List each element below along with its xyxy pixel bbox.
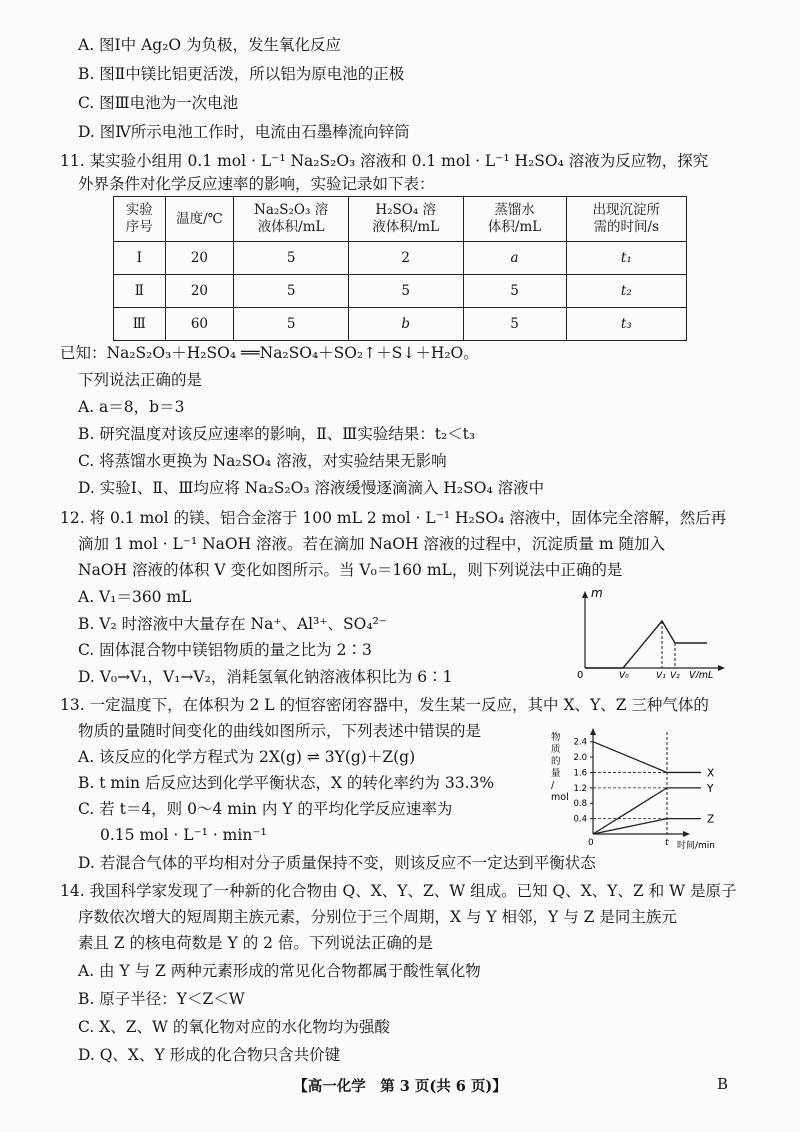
table-cell: Ⅲ — [114, 308, 166, 341]
precipitate-curve — [585, 621, 707, 668]
svg-text:物: 物 — [551, 732, 561, 743]
q12-graph-x-label: V/mL — [689, 670, 714, 678]
q14-option-d: D. Q、X、Y 形成的化合物只含共价键 — [78, 1046, 341, 1064]
q10-option-a: A. 图Ⅰ中 Ag₂O 为负极，发生氧化反应 — [78, 36, 342, 54]
table-cell: 5 — [463, 275, 566, 308]
q11-option-c: C. 将蒸馏水更换为 Na₂SO₄ 溶液，对实验结果无影响 — [78, 452, 447, 470]
series-label-z: Z — [707, 813, 715, 826]
q12-stem-line-3: NaOH 溶液的体积 V 变化如图所示。当 V₀＝160 mL，则下列说法中正确的是 — [78, 561, 623, 579]
q12-option-c: C. 固体混合物中镁铝物质的量之比为 2∶3 — [78, 641, 372, 659]
svg-text:的: 的 — [551, 756, 561, 767]
q13-option-c: C. 若 t＝4，则 0～4 min 内 Y 的平均化学反应速率为 — [78, 800, 453, 818]
svg-text:质: 质 — [551, 744, 561, 755]
q10-option-c: C. 图Ⅲ电池为一次电池 — [78, 94, 239, 112]
q10-option-b: B. 图Ⅱ中镁比铝更活泼，所以铝为原电池的正极 — [78, 65, 405, 83]
table-cell: 20 — [165, 275, 234, 308]
page-footer: 【高一化学 第 3 页(共 6 页)】 — [293, 1078, 507, 1095]
q14-stem-line-3: 素且 Z 的核电荷数是 Y 的 2 倍。下列说法正确的是 — [78, 934, 433, 952]
table-cell: 5 — [348, 275, 463, 308]
table-cell: t₃ — [566, 308, 686, 341]
q13-chart-x-label: 时间/min — [677, 841, 716, 851]
q13-chart-tick-t: t — [665, 838, 669, 848]
table-row — [114, 275, 687, 308]
q13-stem-line-1: 13. 一定温度下，在体积为 2 L 的恒容密闭容器中，发生某一反应，其中 X、Y、Z 三种气体的 — [60, 696, 709, 714]
table-cell: 5 — [234, 308, 349, 341]
y-tick-label: 2.0 — [573, 753, 587, 764]
q11-option-b: B. 研究温度对该反应速率的影响，Ⅱ、Ⅲ实验结果：t₂＜t₃ — [78, 425, 476, 443]
table-cell: t₂ — [566, 275, 686, 308]
table-cell: a — [463, 242, 566, 275]
q12-graph-y-label: m — [591, 586, 603, 600]
q12-precipitate-graph — [565, 583, 730, 678]
q13-option-a: A. 该反应的化学方程式为 2X(g) ⇌ 3Y(g)＋Z(g) — [78, 748, 416, 766]
series-label-y: Y — [707, 782, 714, 795]
q10-option-d: D. 图Ⅳ所示电池工作时，电流由石墨棒流向锌筒 — [78, 123, 410, 141]
table-cell: b — [348, 308, 463, 341]
table-header-row — [114, 197, 687, 242]
series-line-x — [593, 742, 701, 773]
experiment-table — [113, 196, 687, 341]
y-tick-label: 0.8 — [573, 799, 587, 810]
q14-option-b: B. 原子半径：Y＜Z＜W — [78, 990, 245, 1008]
y-tick-label: 1.6 — [573, 768, 587, 779]
q12-graph-tick-v2: V₂ — [670, 671, 680, 678]
table-row — [114, 242, 687, 275]
q11-option-d: D. 实验Ⅰ、Ⅱ、Ⅲ均应将 Na₂S₂O₃ 溶液缓慢逐滴滴入 H₂SO₄ 溶液中 — [78, 479, 545, 497]
table-cell: 5 — [463, 308, 566, 341]
q11-stem-line-2: 外界条件对化学反应速率的影响，实验记录如下表： — [78, 175, 435, 193]
q12-option-d: D. V₀→V₁，V₁→V₂，消耗氢氧化钠溶液体积比为 6∶1 — [78, 668, 453, 686]
table-row — [114, 308, 687, 341]
y-tick-label: 1.2 — [573, 783, 587, 794]
table-header-cell: 温度/℃ — [165, 197, 234, 242]
q13-option-b: B. t min 后反应达到化学平衡状态，X 的转化率约为 33.3% — [78, 774, 495, 792]
table-header-cell: Na₂S₂O₃ 溶 液体积/mL — [234, 197, 349, 242]
table-cell: Ⅰ — [114, 242, 166, 275]
q11-known-equation: 已知：Na₂S₂O₃＋H₂SO₄ ══Na₂SO₄＋SO₂↑＋S↓＋H₂O。 — [60, 344, 479, 362]
table-header-cell: 出现沉淀所 需的时间/s — [566, 197, 686, 242]
q14-option-a: A. 由 Y 与 Z 两种元素形成的常见化合物都属于酸性氧化物 — [78, 962, 481, 980]
table-cell: 60 — [165, 308, 234, 341]
paper-code: B — [717, 1075, 729, 1093]
q11-stem-line-1: 11. 某实验小组用 0.1 mol · L⁻¹ Na₂S₂O₃ 溶液和 0.1 mol · L⁻¹ H₂SO₄ 溶液为反应物，探究 — [60, 152, 709, 170]
series-label-x: X — [707, 767, 715, 780]
y-tick-label: 0.4 — [573, 814, 587, 825]
q12-option-a: A. V₁＝360 mL — [78, 588, 192, 606]
table-header-cell: 实验 序号 — [114, 197, 166, 242]
y-tick-label: 2.4 — [573, 737, 587, 748]
svg-text:量: 量 — [551, 768, 561, 779]
svg-text:mol: mol — [551, 792, 569, 803]
q14-stem-line-2: 序数依次增大的短周期主族元素，分别位于三个周期，X 与 Y 相邻，Y 与 Z 是同主族元 — [78, 908, 677, 926]
q14-stem-line-1: 14. 我国科学家发现了一种新的化合物由 Q、X、Y、Z、W 组成。已知 Q、X、Y、Z 和 W 是原子 — [60, 882, 737, 900]
svg-text:/: / — [551, 780, 555, 791]
table-cell: 5 — [234, 275, 349, 308]
q12-option-b: B. V₂ 时溶液中大量存在 Na⁺、Al³⁺、SO₄²⁻ — [78, 615, 387, 633]
q12-graph-tick-v0: V₀ — [619, 671, 629, 678]
table-header-cell: 蒸馏水 体积/mL — [463, 197, 566, 242]
q13-stem-line-2: 物质的量随时间变化的曲线如图所示，下列表述中错误的是 — [78, 722, 482, 740]
q12-graph-origin: 0 — [577, 670, 584, 678]
table-cell: 20 — [165, 242, 234, 275]
q13-option-c-continued: 0.15 mol · L⁻¹ · min⁻¹ — [100, 826, 267, 844]
q12-graph-tick-v1: V₁ — [656, 671, 666, 678]
q14-option-c: C. X、Z、W 的氧化物对应的水化物均为强酸 — [78, 1018, 390, 1036]
q11-question: 下列说法正确的是 — [78, 371, 203, 389]
series-line-y — [593, 788, 701, 834]
q13-amount-time-chart — [543, 726, 733, 854]
table-cell: Ⅱ — [114, 275, 166, 308]
q13-chart-y-label — [551, 731, 569, 803]
table-header-cell: H₂SO₄ 溶 液体积/mL — [348, 197, 463, 242]
q11-option-a: A. a＝8，b＝3 — [78, 398, 185, 416]
table-cell: 5 — [234, 242, 349, 275]
q12-stem-line-2: 滴加 1 mol · L⁻¹ NaOH 溶液。若在滴加 NaOH 溶液的过程中，沉淀质量 m 随加入 — [78, 535, 665, 553]
table-cell: 2 — [348, 242, 463, 275]
q12-stem-line-1: 12. 将 0.1 mol 的镁、铝合金溶于 100 mL 2 mol · L⁻¹ H₂SO₄ 溶液中，固体完全溶解，然后再 — [60, 509, 727, 527]
series-line-z — [593, 819, 701, 834]
q13-chart-origin: 0 — [588, 838, 594, 848]
q13-option-d: D. 若混合气体的平均相对分子质量保持不变，则该反应不一定达到平衡状态 — [78, 854, 596, 872]
table-cell: t₁ — [566, 242, 686, 275]
